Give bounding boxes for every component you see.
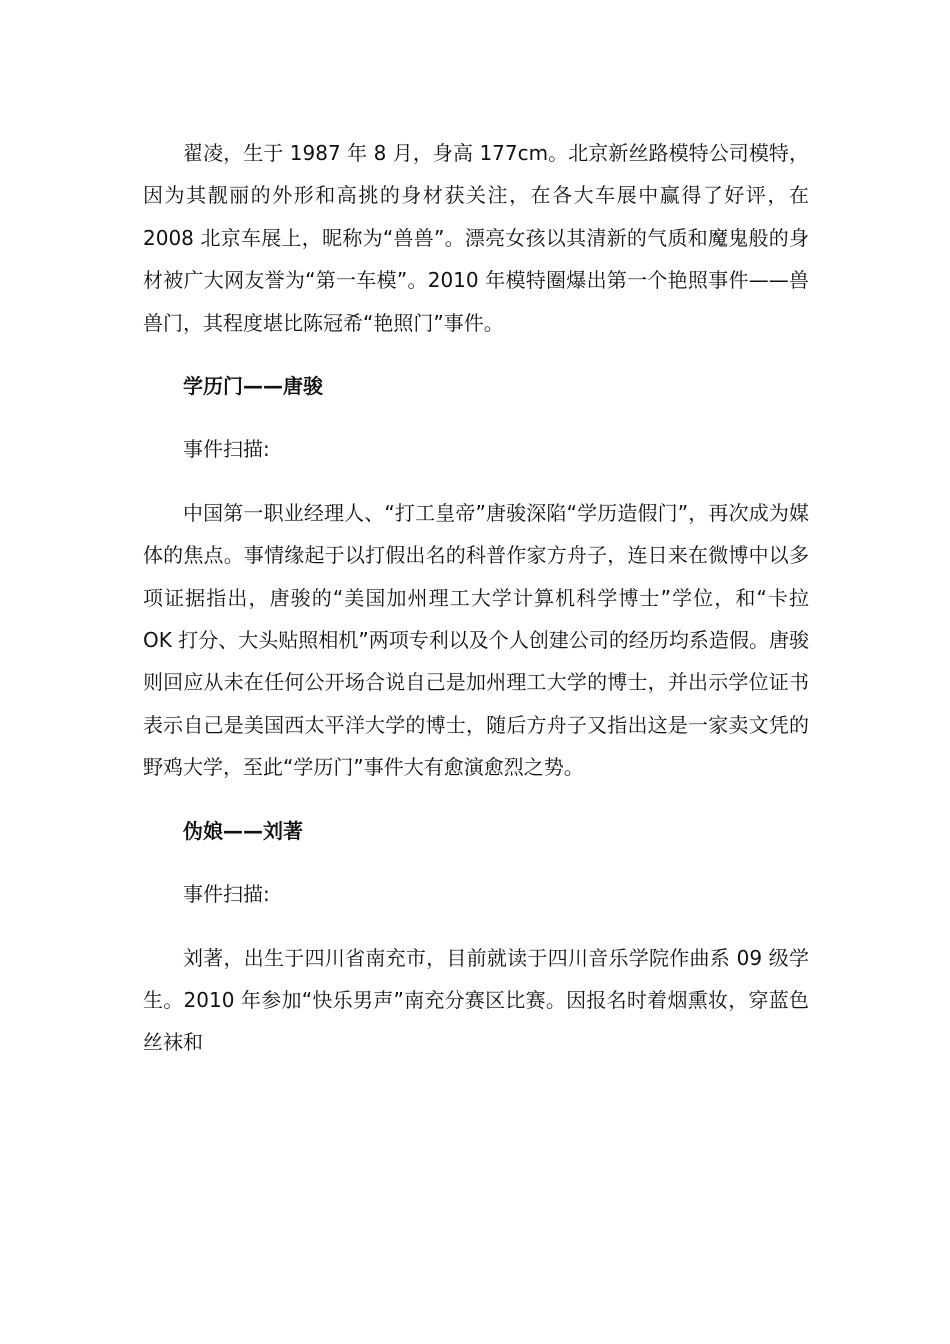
- section-heading-weiniang: 伪娘——刘著: [183, 818, 303, 843]
- event-scan-label: 事件扫描:: [183, 882, 270, 907]
- xueli-paragraph: 中国第一职业经理人、“打工皇帝”唐骏深陷“学历造假门”，再次成为媒体的焦点。事情缘起于以打假出名的科普作家方舟子，连日来在微博中以多项证据指出，唐骏的“美国加州理工大学计算机科学博士”学位，和“卡拉 OK 打分、大头贴照相机”两项专利以及个人创建公司的经历均系造假。唐骏则回应从未在任何公开场合说自己是加州理工大学的博士，并出示学位证书表示自己是美国西太平洋大学的博士，随后方舟子又指出这是一家卖文凭的野鸡大学，至此“学历门”事件大有愈演愈烈之势。: [143, 500, 809, 780]
- intro-paragraph: 翟凌，生于 1987 年 8 月，身高 177cm。北京新丝路模特公司模特，因为其靓丽的外形和高挑的身材获关注，在各大车展中赢得了好评，在 2008 北京车展上，昵称为“兽兽”。漂亮女孩以其清新的气质和魔鬼般的身材被广大网友誉为“第一车模”。2010 年模特圈爆出第一个艳照事件——兽兽门，其程度堪比陈冠希“艳照门”事件。: [143, 141, 809, 335]
- section-heading-xueli: 学历门——唐骏: [183, 374, 323, 399]
- weiniang-paragraph: 刘著，出生于四川省南充市，目前就读于四川音乐学院作曲系 09 级学生。2010 年参加“快乐男声”南充分赛区比赛。因报名时着烟熏妆，穿蓝色丝袜和: [143, 945, 809, 1055]
- event-scan-label: 事件扫描:: [183, 437, 270, 462]
- document-body: [143, 132, 809, 1064]
